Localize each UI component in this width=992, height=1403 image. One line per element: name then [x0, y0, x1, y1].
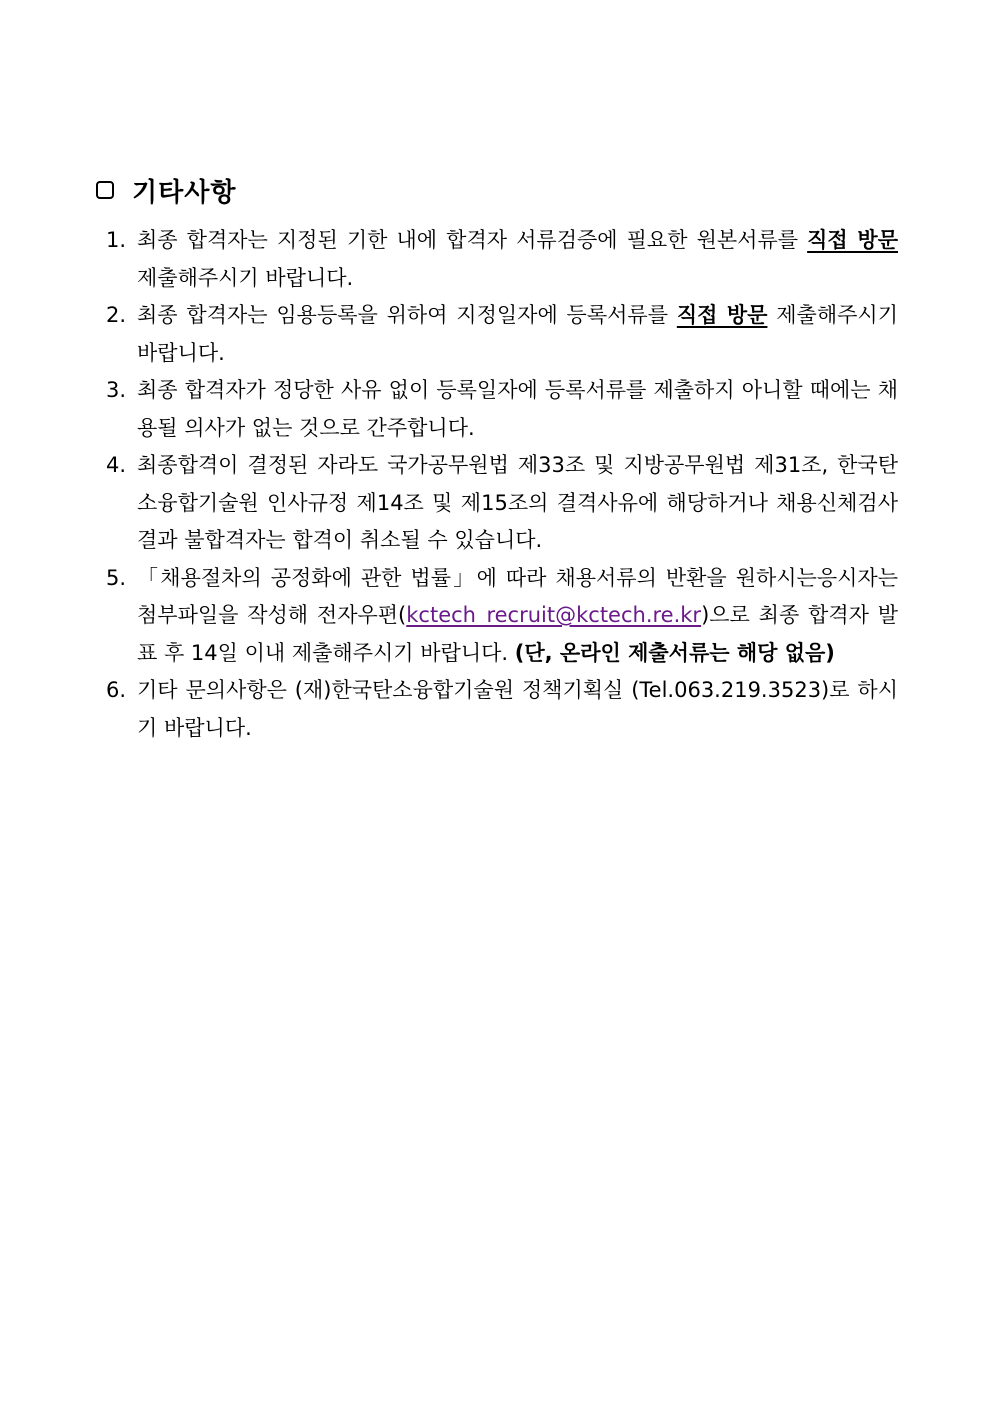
item-text: 제출해주시기 바랍니다.: [137, 303, 898, 365]
section-heading: [96, 170, 236, 210]
item-number: 4.: [106, 453, 127, 477]
item-number: 1.: [106, 228, 127, 252]
notice-item-3: [100, 372, 898, 447]
emphasis-text: 직접 방문: [807, 228, 898, 252]
item-text: 「채용절차의 공정화에 관한 법률」에 따라 채용서류의 반환을 원하시는응시자는 첨부파일을 작성해 전자우편(: [137, 565, 898, 627]
notice-item-4: [100, 447, 898, 560]
item-number: 2.: [106, 303, 127, 327]
notice-item-6: [100, 672, 898, 747]
bold-note: (단, 온라인 제출서류는 해당 없음): [514, 640, 835, 665]
item-text: 최종 합격자가 정당한 사유 없이 등록일자에 등록서류를 제출하지 아니할 때에는 채용될 의사가 없는 것으로 간주합니다.: [137, 378, 898, 440]
emphasis-text: 직접 방문: [676, 303, 768, 327]
item-text: )으로 최종 합격자 발표 후 14일 이내 제출해주시기 바랍니다.: [137, 603, 898, 665]
item-text: 최종합격이 결정된 자라도 국가공무원법 제33조 및 지방공무원법 제31조, 한국탄소융합기술원 인사규정 제14조 및 제15조의 결격사유에 해당하거나 채용신체검사 결과 불합격자는 합격이 취소될 수 있습니다.: [137, 453, 898, 552]
item-text: 제출해주시기 바랍니다.: [137, 265, 354, 290]
item-text: 기타 문의사항은 (재)한국탄소융합기술원 정책기획실 (Tel.063.219.3523)로 하시기 바랍니다.: [137, 678, 898, 740]
item-text: 최종 합격자는 임용등록을 위하여 지정일자에 등록서류를: [137, 303, 677, 327]
checkbox-square-icon: [96, 181, 114, 199]
notice-item-2: [100, 297, 898, 372]
notice-item-5: [100, 560, 898, 673]
item-number: 3.: [106, 378, 127, 402]
section-title: 기타사항: [132, 177, 237, 208]
item-text: 최종 합격자는 지정된 기한 내에 합격자 서류검증에 필요한 원본서류를: [137, 228, 808, 252]
notice-item-1: [100, 222, 898, 297]
item-number: 5.: [106, 565, 127, 590]
notice-list: [100, 222, 898, 747]
email-link[interactable]: kctech_recruit@kctech.re.kr: [406, 603, 702, 627]
item-number: 6.: [106, 678, 127, 702]
